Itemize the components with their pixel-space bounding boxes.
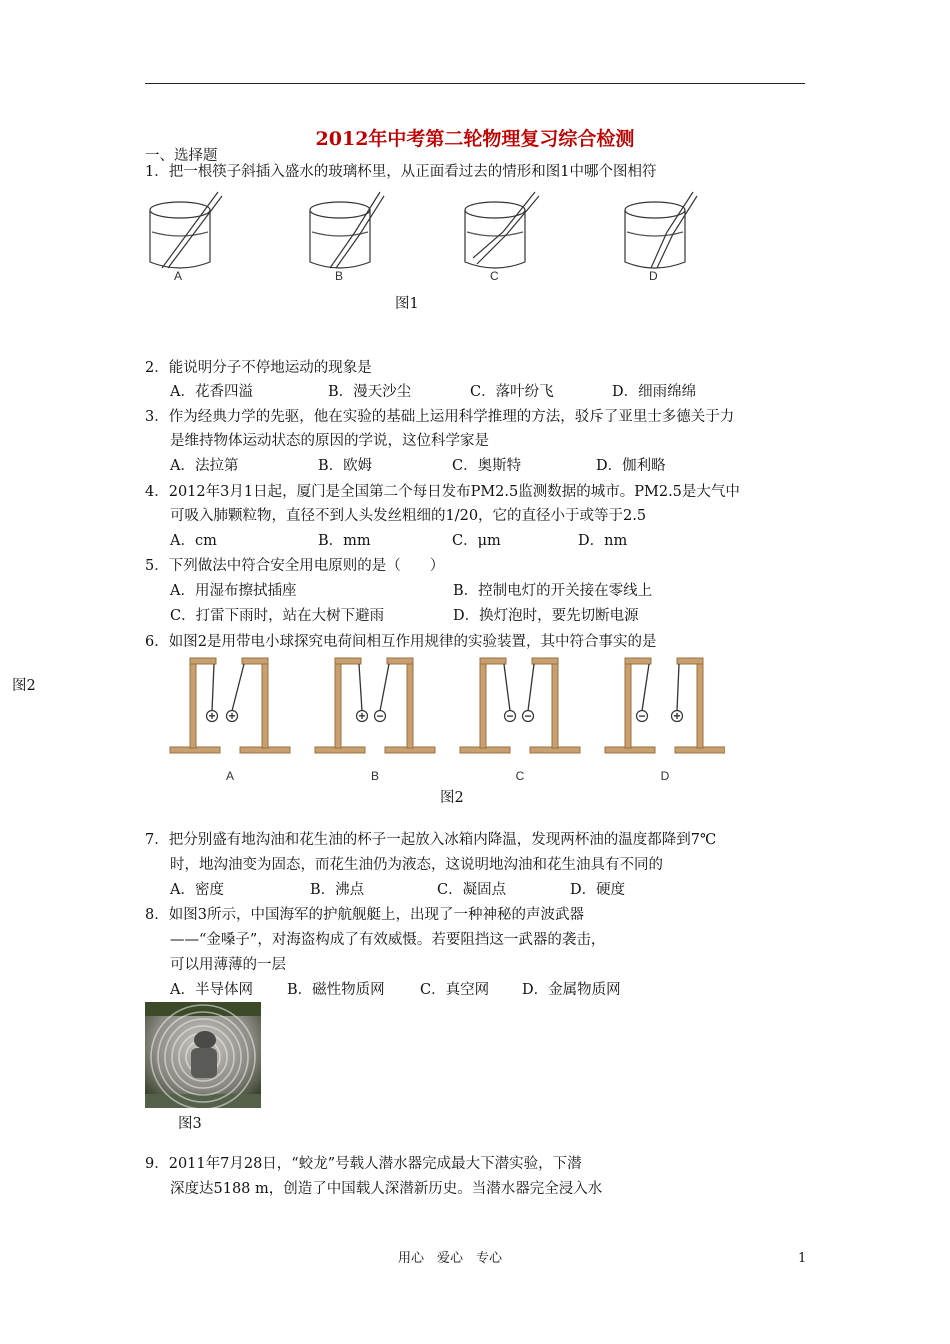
- fig2-side-label: 图2: [12, 678, 36, 694]
- thread-right: [232, 664, 244, 711]
- fig1-cup-b: [310, 192, 384, 268]
- page-title: 2012年中考第二轮物理复习综合检测: [315, 128, 635, 150]
- figure-3-photo: [145, 1002, 261, 1108]
- section-heading: 一、选择题: [145, 148, 218, 164]
- q3-line2: 是维持物体运动状态的原因的学说，这位科学家是: [170, 433, 489, 449]
- q9-line2: 深度达5188 m，创造了中国载人深潜新历史。当潜水器完全浸入水: [170, 1181, 603, 1197]
- stand-arm-right: [532, 658, 558, 664]
- stand-pole-left: [480, 660, 486, 748]
- thread-left: [504, 664, 510, 711]
- fig2-label: C: [515, 769, 525, 783]
- q3-option-c: C．奥斯特: [452, 458, 522, 474]
- footer-motto: 用心 爱心 专心: [398, 1251, 503, 1266]
- q5-option-a: A．用湿布擦拭插座: [170, 583, 297, 599]
- header-rule: [145, 83, 805, 84]
- q2-option-d: D．细雨绵绵: [612, 384, 697, 400]
- fig2-caption: 图2: [440, 790, 464, 806]
- thread-right: [677, 664, 679, 711]
- thread-left: [212, 664, 214, 711]
- q8-line1: 8．如图3所示，中国海军的护航舰艇上，出现了一种神秘的声波武器: [145, 907, 584, 923]
- charge-sign: +: [208, 709, 216, 723]
- thread-left: [359, 664, 362, 711]
- q9-line1: 9．2011年7月28日，“蛟龙”号载人潜水器完成最大下潜实验，下潜: [145, 1156, 582, 1172]
- q2-option-b: B．漫天沙尘: [328, 384, 412, 400]
- stand-pole-left: [335, 660, 341, 748]
- fig1-label-c: C: [490, 269, 499, 283]
- q7-line1: 7．把分别盛有地沟油和花生油的杯子一起放入冰箱内降温，发现两杯油的温度都降到7℃: [145, 832, 717, 848]
- q8-line2: ——“金嗓子”，对海盗构成了有效威慑。若要阻挡这一武器的袭击，: [170, 932, 606, 948]
- fig1-cup-a: [150, 192, 222, 268]
- thread-right: [380, 664, 389, 711]
- q3-option-a: A．法拉第: [170, 458, 239, 474]
- stand-arm-left: [190, 658, 216, 664]
- q7-option-a: A．密度: [170, 882, 224, 898]
- q8-option-b: B．磁性物质网: [287, 982, 385, 998]
- figure-1: [140, 188, 700, 288]
- page-number: 1: [798, 1251, 807, 1266]
- q4-option-a: A．cm: [170, 533, 217, 549]
- fig2-label: B: [370, 769, 380, 783]
- q3-option-d: D．伽利略: [596, 458, 666, 474]
- fig1-cup-d: [625, 192, 697, 268]
- fig1-label-b: B: [335, 269, 344, 283]
- stand-pole-right: [407, 660, 413, 748]
- q7-line2: 时，地沟油变为固态，而花生油仍为液态，这说明地沟油和花生油具有不同的: [170, 857, 663, 873]
- q4-option-c: C．μm: [452, 533, 501, 549]
- q1-stem: 1．把一根筷子斜插入盛水的玻璃杯里，从正面看过去的情形和图1中哪个图相符: [145, 164, 657, 180]
- q8-line3: 可以用薄薄的一层: [170, 957, 286, 973]
- q2-option-c: C．落叶纷飞: [470, 384, 554, 400]
- fig2-label: D: [660, 769, 670, 783]
- charge-sign: −: [376, 709, 384, 723]
- stand-arm-right: [387, 658, 413, 664]
- fig1-label-a: A: [174, 269, 183, 283]
- q2-stem: 2．能说明分子不停地运动的现象是: [145, 360, 372, 376]
- q5-stem: 5．下列做法中符合安全用电原则的是（ ）: [145, 558, 445, 574]
- q5-option-b: B．控制电灯的开关接在零线上: [453, 583, 653, 599]
- fig2-label: A: [225, 769, 235, 783]
- stand-arm-left: [480, 658, 506, 664]
- q5-option-d: D．换灯泡时，要先切断电源: [453, 608, 639, 624]
- q5-option-c: C．打雷下雨时，站在大树下避雨: [170, 608, 385, 624]
- q4-option-b: B．mm: [318, 533, 371, 549]
- stand-arm-right: [677, 658, 703, 664]
- stand-pole-right: [697, 660, 703, 748]
- fig1-cup-c: [465, 192, 539, 268]
- thread-right: [528, 664, 534, 711]
- stand-arm-left: [335, 658, 361, 664]
- stand-arm-right: [242, 658, 268, 664]
- q7-option-c: C．凝固点: [437, 882, 507, 898]
- q4-line2: 可吸入肺颗粒物，直径不到人头发丝粗细的1/20，它的直径小于或等于2.5: [170, 508, 647, 524]
- q3-option-b: B．欧姆: [318, 458, 373, 474]
- fig1-caption: 图1: [395, 296, 419, 312]
- q3-line1: 3．作为经典力学的先驱，他在实验的基础上运用科学推理的方法，驳斥了亚里士多德关于力: [145, 409, 735, 425]
- q7-option-b: B．沸点: [310, 882, 365, 898]
- q2-option-a: A．花香四溢: [170, 384, 253, 400]
- thread-left: [642, 664, 649, 711]
- stand-pole-left: [190, 660, 196, 748]
- charge-sign: +: [228, 709, 236, 723]
- charge-sign: +: [358, 709, 366, 723]
- q7-option-d: D．硬度: [570, 882, 626, 898]
- stand-pole-right: [552, 660, 558, 748]
- q8-option-a: A．半导体网: [170, 982, 253, 998]
- q8-option-d: D．金属物质网: [522, 982, 621, 998]
- charge-sign: −: [506, 709, 514, 723]
- fig1-label-d: D: [649, 269, 658, 283]
- fig3-caption: 图3: [178, 1116, 202, 1132]
- charge-sign: +: [673, 709, 681, 723]
- q4-option-d: D．nm: [578, 533, 628, 549]
- q4-line1: 4．2012年3月1日起，厦门是全国第二个每日发布PM2.5监测数据的城市。PM2.5是大气中: [145, 484, 740, 500]
- q8-option-c: C．真空网: [420, 982, 490, 998]
- stand-pole-left: [625, 660, 631, 748]
- stand-pole-right: [262, 660, 268, 748]
- q6-stem: 6．如图2是用带电小球探究电荷间相互作用规律的实验装置，其中符合事实的是: [145, 634, 657, 650]
- charge-sign: −: [524, 709, 532, 723]
- charge-sign: −: [638, 709, 646, 723]
- stand-arm-left: [625, 658, 651, 664]
- figure-2: [165, 652, 725, 787]
